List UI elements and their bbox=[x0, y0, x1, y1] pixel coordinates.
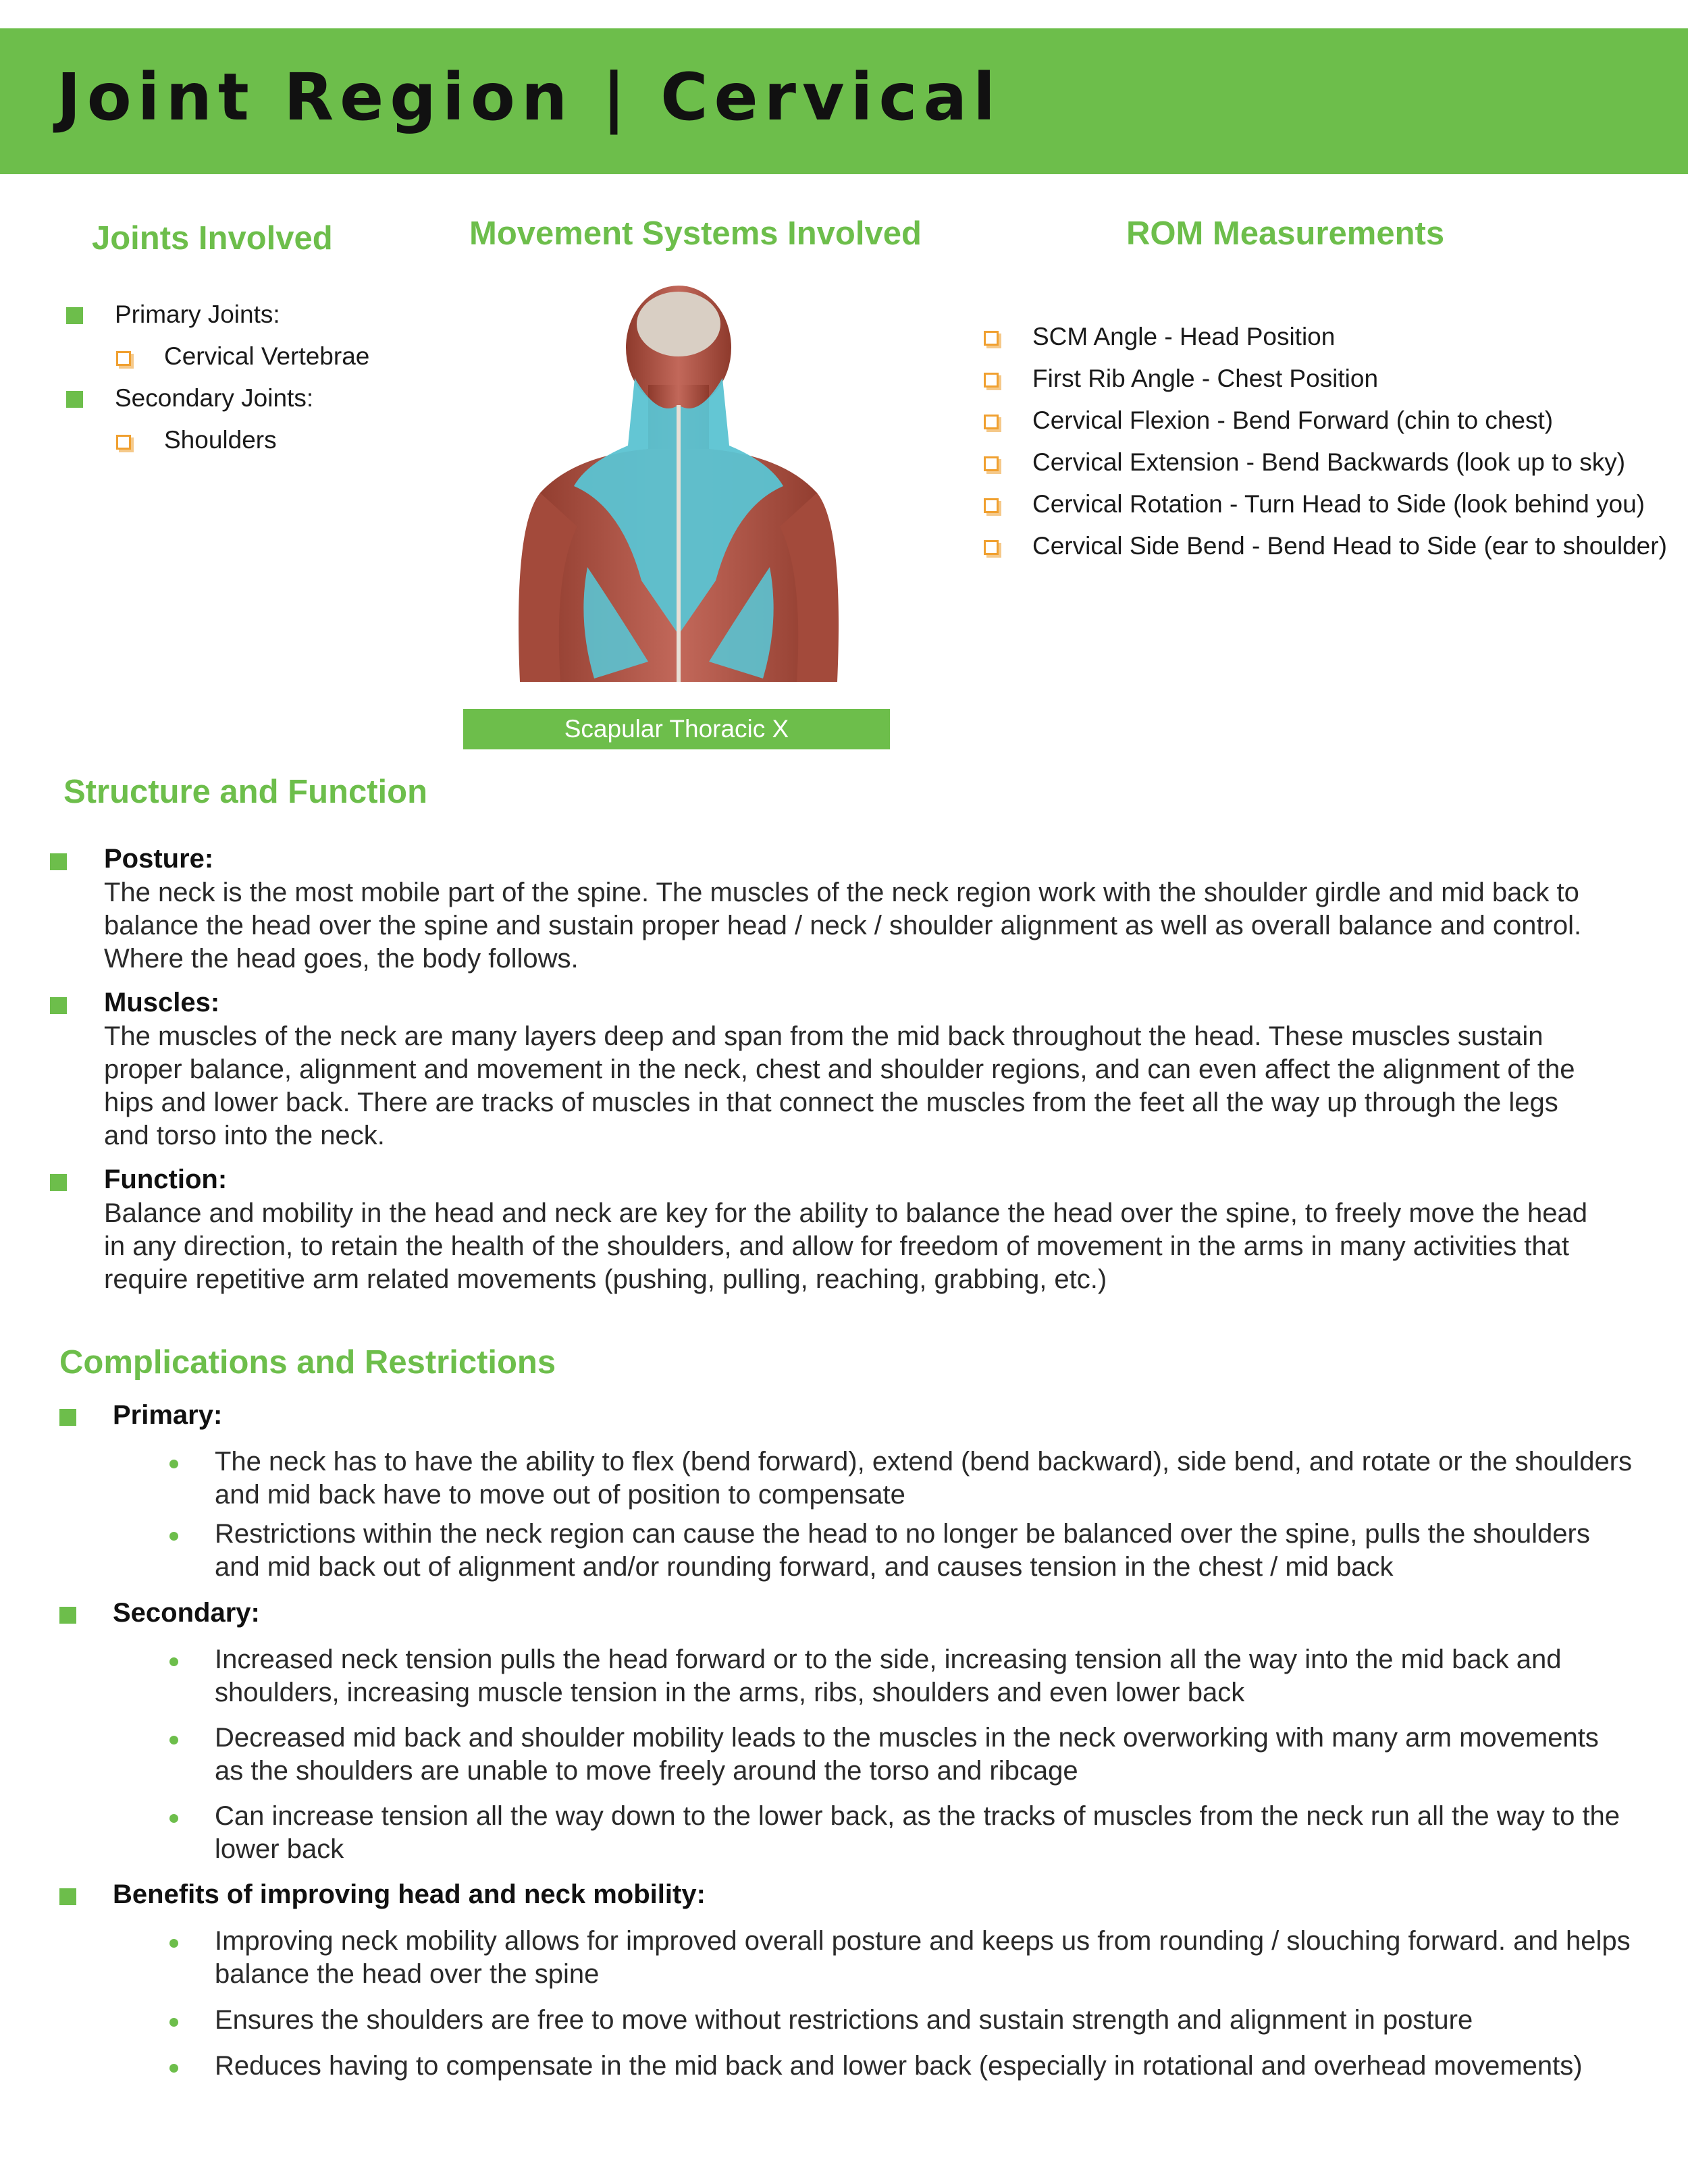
bullet-dot bbox=[169, 2064, 178, 2073]
checkbox-icon bbox=[984, 331, 999, 346]
benefits-label: Benefits of improving head and neck mobility: bbox=[113, 1880, 706, 1909]
bullet-dot bbox=[169, 1814, 178, 1823]
bullet-dot bbox=[169, 1736, 178, 1744]
function-label: Function: bbox=[104, 1165, 228, 1194]
bullet-square bbox=[59, 1409, 76, 1426]
bullet-dot bbox=[169, 1657, 178, 1666]
benefits-item: Ensures the shoulders are free to move without restrictions and sustain strength and alignment in posture bbox=[215, 2005, 1473, 2035]
checkbox-icon bbox=[984, 498, 999, 513]
rom-item: SCM Angle - Head Position bbox=[1032, 323, 1336, 350]
bullet-square bbox=[59, 1607, 76, 1624]
checkbox-icon bbox=[116, 351, 131, 366]
checkbox-icon bbox=[984, 456, 999, 471]
bullet-dot bbox=[169, 1460, 178, 1468]
checkbox-icon bbox=[116, 435, 131, 450]
rom-item: First Rib Angle - Chest Position bbox=[1032, 365, 1379, 392]
benefits-item: Improving neck mobility allows for improved overall posture and keeps us from rounding / slouching forward. and helps balance the head over the spine bbox=[215, 1926, 1631, 1989]
secondary-item: Increased neck tension pulls the head forward or to the side, increasing tension all the way into the mid back and shoulders, increasing muscle tension in the arms, ribs, shoulders and even lower back bbox=[215, 1645, 1562, 1707]
function-text: Balance and mobility in the head and neck are key for the ability to balance the head over the spine, to freely move the head in any direction, to retain the health of the shoulders, and allow for freedom of movement in the arms in many activities that require repetitive arm related movements (pushing, pulling, reaching, grabbing, etc.) bbox=[104, 1198, 1587, 1294]
posture-label: Posture: bbox=[104, 844, 214, 874]
bullet-square bbox=[66, 307, 83, 324]
primary-joint-item: Cervical Vertebrae bbox=[164, 342, 370, 370]
rom-item: Cervical Side Bend - Bend Head to Side (ear to shoulder) bbox=[1032, 532, 1667, 560]
bullet-square bbox=[50, 853, 67, 870]
secondary-joints-label: Secondary Joints: bbox=[115, 384, 314, 412]
checkbox-icon bbox=[984, 415, 999, 429]
bullet-square bbox=[50, 1174, 67, 1191]
page-title: Joint Region | Cervical bbox=[57, 59, 1002, 135]
joints-heading: Joints Involved bbox=[92, 220, 333, 257]
secondary-item: Decreased mid back and shoulder mobility leads to the muscles in the neck overworking with many arm movements as the shoulders are unable to move freely around the torso and ribcage bbox=[215, 1723, 1599, 1786]
movement-heading: Movement Systems Involved bbox=[469, 215, 922, 252]
rom-heading: ROM Measurements bbox=[1126, 215, 1445, 252]
secondary-label: Secondary: bbox=[113, 1598, 260, 1628]
illustration-caption: Scapular Thoracic X bbox=[463, 709, 890, 749]
bullet-square bbox=[50, 997, 67, 1014]
rom-item: Cervical Extension - Bend Backwards (look up to sky) bbox=[1032, 448, 1626, 476]
primary-item: Restrictions within the neck region can cause the head to no longer be balanced over the spine, pulls the shoulders and mid back out of alignment and/or rounding forward, and causes tension in the chest / mid back bbox=[215, 1519, 1590, 1582]
benefits-item: Reduces having to compensate in the mid back and lower back (especially in rotational and overhead movements) bbox=[215, 2051, 1583, 2081]
secondary-joint-item: Shoulders bbox=[164, 426, 277, 454]
back-muscles-illustration bbox=[513, 284, 844, 682]
muscles-label: Muscles: bbox=[104, 988, 220, 1017]
bullet-dot bbox=[169, 1939, 178, 1948]
structure-heading: Structure and Function bbox=[63, 774, 427, 810]
primary-label: Primary: bbox=[113, 1400, 223, 1430]
rom-item: Cervical Rotation - Turn Head to Side (look behind you) bbox=[1032, 490, 1645, 518]
complications-heading: Complications and Restrictions bbox=[59, 1344, 556, 1381]
primary-joints-label: Primary Joints: bbox=[115, 300, 280, 328]
bullet-dot bbox=[169, 2018, 178, 2027]
secondary-item: Can increase tension all the way down to the lower back, as the tracks of muscles from the neck run all the way to the lower back bbox=[215, 1801, 1620, 1864]
muscles-text: The muscles of the neck are many layers deep and span from the mid back throughout the head. These muscles sustain proper balance, alignment and movement in the neck, chest and shoulder regions, and can even affect the alignment of the hips and lower back. There are tracks of muscles in that connect the muscles from the feet all the way up through the legs and torso into the neck. bbox=[104, 1021, 1575, 1150]
checkbox-icon bbox=[984, 540, 999, 555]
primary-item: The neck has to have the ability to flex (bend forward), extend (bend backward), side bend, and rotate or the shoulders and mid back have to move out of position to compensate bbox=[215, 1447, 1633, 1510]
rom-item: Cervical Flexion - Bend Forward (chin to chest) bbox=[1032, 406, 1554, 434]
checkbox-icon bbox=[984, 373, 999, 388]
bullet-square bbox=[59, 1888, 76, 1905]
bullet-square bbox=[66, 391, 83, 408]
bullet-dot bbox=[169, 1532, 178, 1541]
posture-text: The neck is the most mobile part of the spine. The muscles of the neck region work with the shoulder girdle and mid back to balance the head over the spine and sustain proper head / neck / shoulder alignment as well as overall balance and control. Where the head goes, the body follows. bbox=[104, 878, 1582, 974]
